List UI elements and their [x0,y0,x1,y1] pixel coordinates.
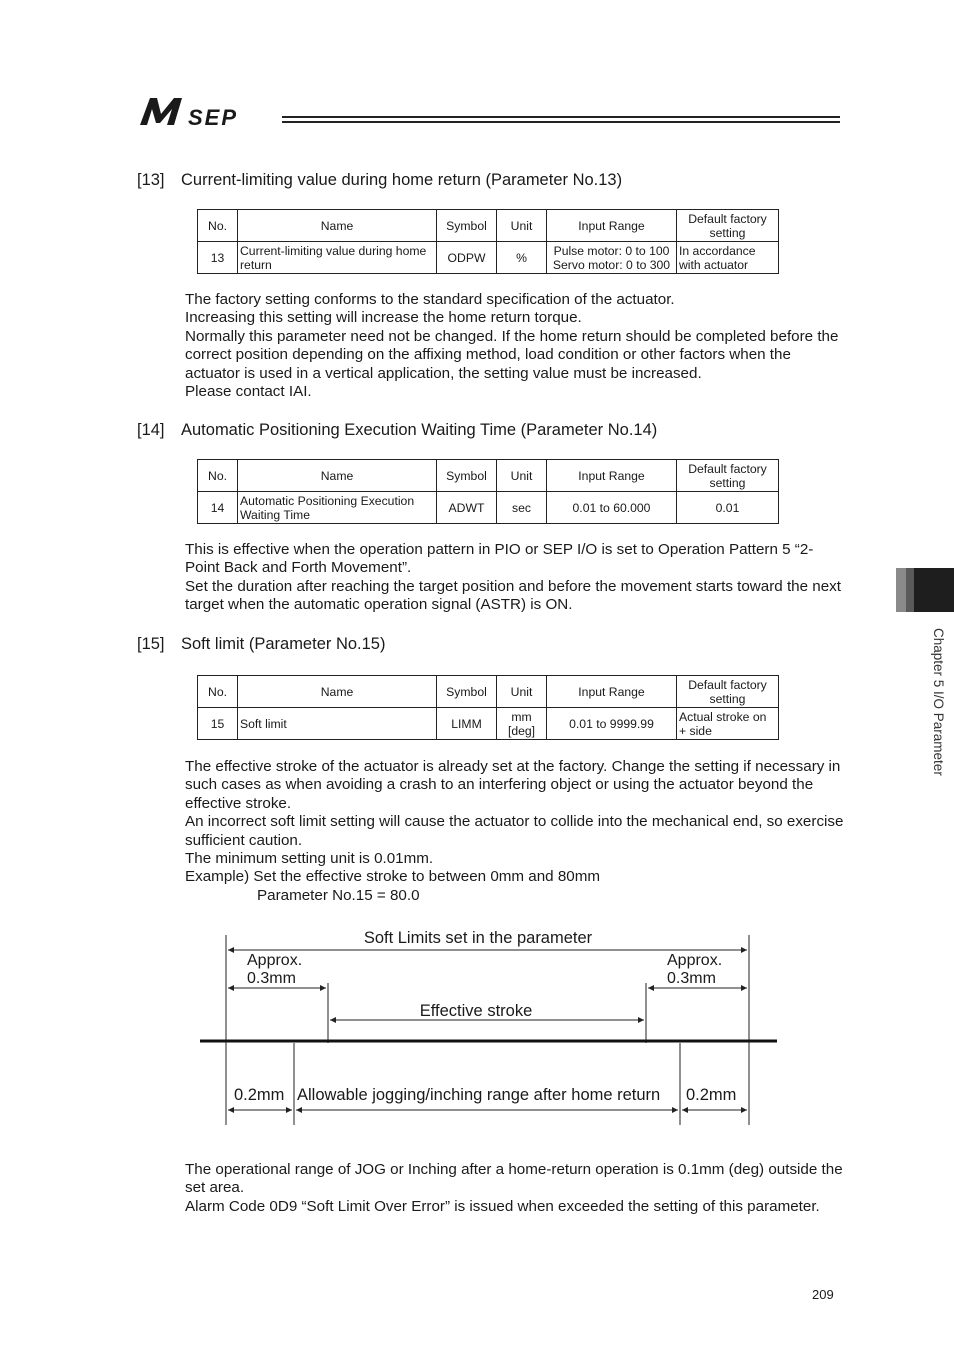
cell-no: 14 [198,492,238,524]
header-unit: Unit [497,210,547,242]
section-14-body [185,541,845,615]
header-name: Name [238,676,437,708]
header-no: No. [198,460,238,492]
section-13-title: Current-limiting value during home return (Parameter No.13) [181,171,623,189]
header-no: No. [198,210,238,242]
cell-symbol: ODPW [437,242,497,274]
header-default: Default factory setting [677,460,779,492]
jog-range-label: Allowable jogging/inching range after home return [297,1086,661,1104]
paragraph: Example) Set the effective stroke to between 0mm and 80mm [185,868,601,886]
paragraph: The operational range of JOG or Inching after a home-return operation is 0.1mm (deg) outside the set area. [185,1161,843,1197]
paragraph: Alarm Code 0D9 “Soft Limit Over Error” is issued when exceeded the setting of this parameter. [185,1197,820,1215]
approx-left-label: Approx. 0.3mm [247,952,303,987]
cell-unit: mm [deg] [497,708,547,740]
cell-input-range: 0.01 to 9999.99 [547,708,677,740]
header-default: Default factory setting [677,210,779,242]
chapter-side-label: Chapter 5 I/O Parameter [931,628,946,776]
header-rule-top [282,116,840,118]
section-14-number: [14] [137,421,165,439]
header-unit: Unit [497,676,547,708]
soft-limits-label: Soft Limits set in the parameter [363,929,593,947]
table-header-row [198,210,779,242]
tab-stripe [906,568,914,612]
header-rule-bottom [282,121,840,123]
paragraph: Normally this parameter need not be changed. If the home return should be completed before the correct position depending on the affixing method, load condition or other factors when the actuator is used in a vertical application, the setting value must be increased. [185,327,839,382]
tab-stripe [896,568,906,612]
cell-default: 0.01 [677,492,779,524]
table-row [198,708,779,740]
cell-no: 13 [198,242,238,274]
table-row [198,492,779,524]
header-input-range: Input Range [547,676,677,708]
cell-unit: % [497,242,547,274]
section-15-number: [15] [137,635,165,653]
header-symbol: Symbol [437,210,497,242]
header-default: Default factory setting [677,676,779,708]
right-margin-label: 0.2mm [686,1086,737,1104]
cell-name: Current-limiting value during home return [238,242,437,274]
table-header-row [198,676,779,708]
header-unit: Unit [497,460,547,492]
paragraph: The factory setting conforms to the standard specification of the actuator. [185,291,675,308]
section-13-body [185,291,845,401]
msep-logo [138,92,278,132]
chapter-tab [896,568,954,612]
cell-input-range: 0.01 to 60.000 [547,492,677,524]
paragraph: The minimum setting unit is 0.01mm. [185,850,434,868]
section-15-title: Soft limit (Parameter No.15) [181,635,386,653]
section-13-heading [137,171,622,190]
effective-stroke-label: Effective stroke [419,1002,533,1020]
cell-input-range: Pulse motor: 0 to 100 Servo motor: 0 to 300 [547,242,677,274]
cell-unit: sec [497,492,547,524]
section-14-title: Automatic Positioning Execution Waiting Time (Parameter No.14) [181,421,658,439]
paragraph: An incorrect soft limit setting will cause the actuator to collide into the mechanical end, so exercise sufficient caution. [185,813,844,849]
parameter-15-table [197,675,779,740]
paragraph: Set the duration after reaching the target position and before the movement starts toward the next target when the automatic operation signal (ASTR) is ON. [185,577,841,614]
cell-default: In accordance with actuator [677,242,779,274]
parameter-14-table [197,459,779,524]
paragraph: The effective stroke of the actuator is already set at the factory. Change the setting if necessary in such cases as when avoiding a crash to an interfering object or using the actuator beyond the effective stroke. [185,758,841,812]
header-input-range: Input Range [547,460,677,492]
header-symbol: Symbol [437,676,497,708]
header-name: Name [238,210,437,242]
section-15-body [185,758,845,905]
header-name: Name [238,460,437,492]
closing-body [185,1161,845,1216]
table-row [198,242,779,274]
svg-text:SEP: SEP [188,105,239,130]
header-no: No. [198,676,238,708]
section-15-heading [137,635,385,654]
cell-symbol: ADWT [437,492,497,524]
paragraph: Please contact IAI. [185,383,312,401]
tab-block [914,568,954,612]
table-header-row [198,460,779,492]
header-symbol: Symbol [437,460,497,492]
parameter-13-table [197,209,779,274]
section-14-heading [137,421,657,440]
left-margin-label: 0.2mm [234,1086,285,1104]
header-input-range: Input Range [547,210,677,242]
cell-symbol: LIMM [437,708,497,740]
approx-right-label: Approx. 0.3mm [667,952,723,987]
cell-default: Actual stroke on + side [677,708,779,740]
paragraph: Parameter No.15 = 80.0 [257,886,420,904]
section-13-number: [13] [137,171,165,189]
cell-name: Soft limit [238,708,437,740]
cell-name: Automatic Positioning Execution Waiting Time [238,492,437,524]
cell-no: 15 [198,708,238,740]
soft-limit-diagram [195,925,785,1135]
page-number: 209 [812,1287,834,1302]
paragraph: Increasing this setting will increase the home return torque. [185,309,582,327]
paragraph: This is effective when the operation pattern in PIO or SEP I/O is set to Operation Pattern 5 “2-Point Back and Forth Movement”. [185,541,814,577]
